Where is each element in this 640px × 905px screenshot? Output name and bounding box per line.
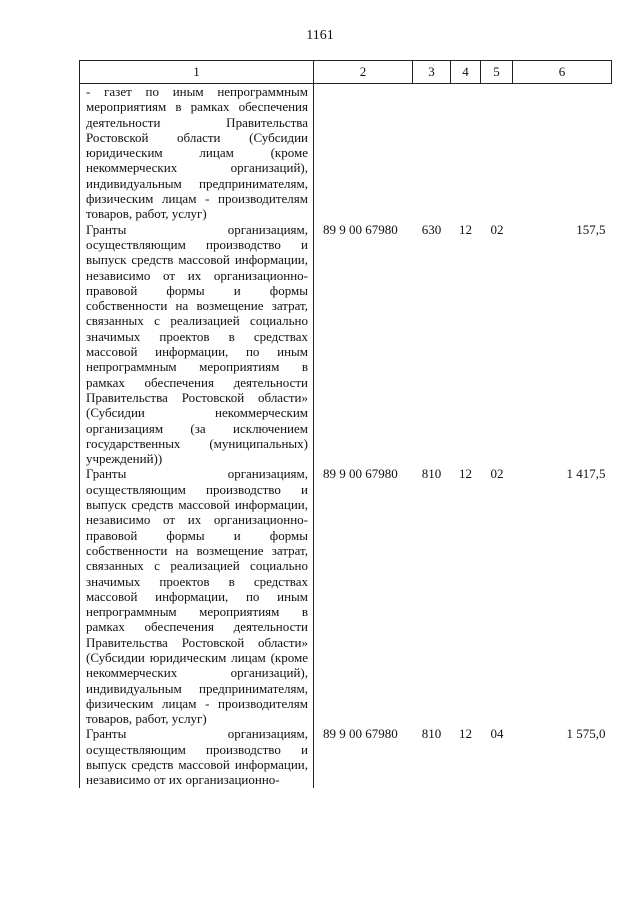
row-description: - газет по иным непрограммным мероприятиям в рамках обеспечения деятельности Правительства Ростовской области (Субсидии юридическим лицам (кроме некоммерческих организаций), индивидуальным предпринимателям, физическим лицам - производителям товаров, работ, услуг) — [80, 84, 314, 222]
row-code: 89 9 00 67980 — [323, 466, 398, 482]
row-vr: 630 — [421, 221, 442, 237]
row-vr: 810 — [421, 466, 442, 482]
column-header-5: 5 — [481, 61, 513, 84]
row-sum: 157,5 — [576, 221, 606, 237]
row-sum: 1 417,5 — [566, 466, 606, 482]
row-description: Гранты организациям, осуществляющим производство и выпуск средств массовой информации, независимо от их организационно-правовой формы и формы собственности на возмещение затрат, связанных с реализацией социально значимых проектов в средствах массовой информации, по иным непрограммным мероприятиям в рамках обеспечения деятельности Правительства Ростовской области» (Субсидии некоммерческим организациям (за исключением государственных (муниципальных) учреждений)) — [80, 222, 314, 467]
row-vr: 810 — [421, 726, 442, 742]
table-row — [80, 466, 612, 726]
row-rz: 12 — [459, 726, 472, 742]
row-pr: 02 — [490, 466, 504, 482]
column-header-6: 6 — [513, 61, 612, 84]
row-description: Гранты организациям, осуществляющим производство и выпуск средств массовой информации, независимо от их организационно-правовой формы и формы собственности на возмещение затрат, связанных с реализацией социально значимых проектов в средствах массовой информации, по иным непрограммным мероприятиям в рамках обеспечения деятельности Правительства Ростовской области» (Субсидии юридическим лицам (кроме некоммерческих организаций), индивидуальным предпринимателям, физическим лицам - производителям товаров, работ, услуг) — [80, 466, 314, 726]
row-rz: 12 — [459, 221, 472, 237]
row-pr — [481, 84, 513, 222]
budget-table — [79, 60, 612, 788]
row-rz — [451, 84, 481, 222]
page-number: 1161 — [306, 28, 334, 43]
table-row — [80, 222, 612, 467]
row-description: Гранты организациям, осуществляющим производство и выпуск средств массовой информации, независимо от их организационно- — [80, 726, 314, 787]
column-header-1: 1 — [80, 61, 314, 84]
table-row — [80, 84, 612, 222]
table-header-row — [80, 61, 612, 84]
row-code: 89 9 00 67980 — [323, 726, 398, 742]
column-header-2: 2 — [314, 61, 413, 84]
row-sum: 1 575,0 — [566, 726, 606, 742]
row-code — [314, 84, 413, 222]
row-code: 89 9 00 67980 — [323, 221, 398, 237]
row-rz: 12 — [459, 466, 472, 482]
column-header-4: 4 — [451, 61, 481, 84]
column-header-3: 3 — [413, 61, 451, 84]
row-vr — [413, 84, 451, 222]
row-sum — [513, 84, 612, 222]
row-pr: 02 — [490, 221, 504, 237]
row-pr: 04 — [490, 726, 504, 742]
table-row — [80, 726, 612, 787]
